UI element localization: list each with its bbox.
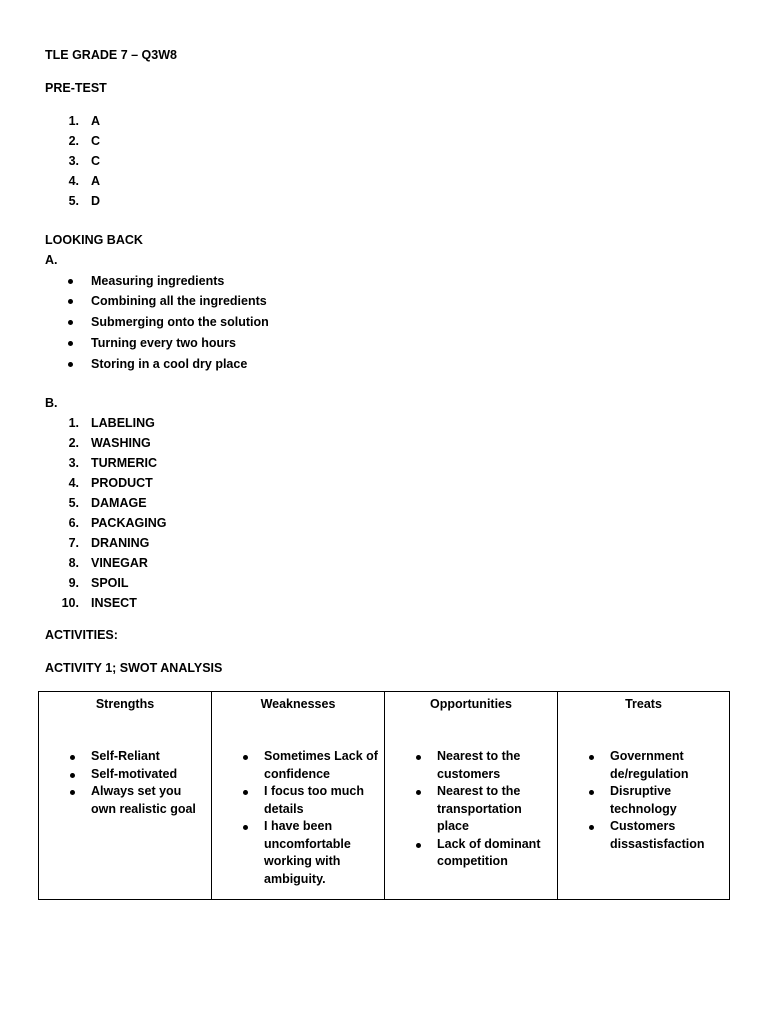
part-b-label: B. — [45, 396, 58, 410]
list-item: Self-Reliant — [39, 748, 211, 766]
bullet-icon — [68, 362, 73, 367]
bullet-icon — [68, 279, 73, 284]
swot-column-treats — [558, 692, 729, 899]
column-header: Opportunities — [430, 697, 512, 711]
bullet-list — [212, 748, 384, 888]
list-item: Lack of dominant competition — [385, 836, 557, 871]
list-item: Government de/regulation — [558, 748, 729, 783]
bullet-icon — [68, 341, 73, 346]
list-item: Nearest to the customers — [385, 748, 557, 783]
activity1-title: ACTIVITY 1; SWOT ANALYSIS — [45, 661, 223, 675]
swot-table — [38, 691, 730, 900]
bullet-icon — [68, 320, 73, 325]
looking-back-heading: LOOKING BACK — [45, 233, 143, 247]
activities-heading: ACTIVITIES: — [45, 628, 118, 642]
list-item: Self-motivated — [39, 766, 211, 784]
list-item: Customers dissastisfaction — [558, 818, 729, 853]
list-item: Sometimes Lack of confidence — [212, 748, 384, 783]
swot-column-opportunities — [385, 692, 558, 899]
list-item: I have been uncomfortable working with ambiguity. — [212, 818, 384, 888]
document-title: TLE GRADE 7 – Q3W8 — [45, 48, 177, 62]
list-item: Disruptive technology — [558, 783, 729, 818]
bullet-list — [558, 748, 729, 853]
column-header: Treats — [625, 697, 662, 711]
list-item: Always set you own realistic goal — [39, 783, 211, 818]
list-item: Nearest to the transportation place — [385, 783, 557, 836]
bullet-list — [385, 748, 557, 871]
column-header: Weaknesses — [260, 697, 336, 711]
column-header: Strengths — [95, 697, 155, 711]
swot-column-weaknesses — [212, 692, 385, 899]
swot-column-strengths — [39, 692, 212, 899]
pretest-heading: PRE-TEST — [45, 81, 107, 95]
bullet-list — [39, 748, 211, 818]
part-a-label: A. — [45, 253, 58, 267]
bullet-icon — [68, 299, 73, 304]
list-item: I focus too much details — [212, 783, 384, 818]
